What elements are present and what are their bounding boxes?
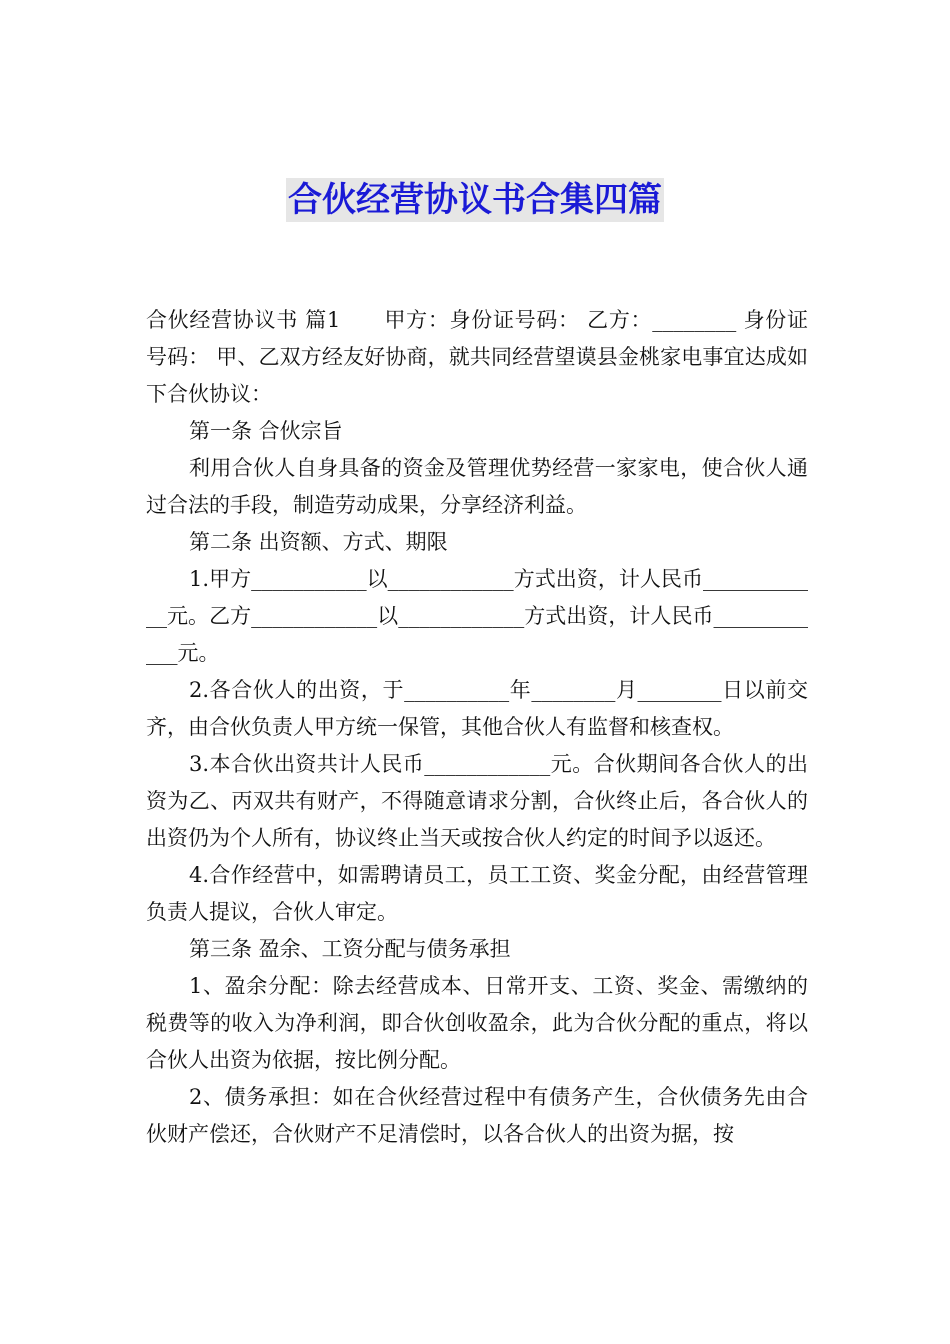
article-2-item-1: 1.甲方___________以____________方式出资，计人民币____________元。乙方____________以____________方式出资，计人民币____________元。 xyxy=(146,567,808,665)
article-3-item-1: 1、盈余分配：除去经营成本、日常开支、工资、奖金、需缴纳的税费等的收入为净利润，即合伙创收盈余，此为合伙分配的重点，将以合伙人出资为依据，按比例分配。 xyxy=(146,974,808,1072)
paragraph-intro: 合伙经营协议书 篇1 甲方：身份证号码： 乙方：________ 身份证号码： 甲、乙双方经友好协商，就共同经营望谟县金桃家电事宜达成如下合伙协议： xyxy=(146,308,808,406)
article-2-heading: 第二条 出资额、方式、期限 xyxy=(189,530,448,554)
title-wrap xyxy=(0,178,950,222)
document-title: 合伙经营协议书合集四篇 xyxy=(288,180,662,220)
article-2-item-4: 4.合作经营中，如需聘请员工，员工工资、奖金分配，由经营管理负责人提议，合伙人审定。 xyxy=(146,863,808,924)
article-3-item-2: 2、债务承担：如在合伙经营过程中有债务产生，合伙债务先由合伙财产偿还，合伙财产不足清偿时，以各合伙人的出资为据，按 xyxy=(146,1085,808,1146)
article-1-text: 利用合伙人自身具备的资金及管理优势经营一家家电，使合伙人通过合法的手段，制造劳动成果，分享经济利益。 xyxy=(146,456,808,517)
document-body xyxy=(146,302,808,1153)
article-2-item-2: 2.各合伙人的出资，于__________年________月________日以前交齐，由合伙负责人甲方统一保管，其他合伙人有监督和核查权。 xyxy=(146,678,808,739)
article-1-heading: 第一条 合伙宗旨 xyxy=(189,419,343,443)
article-2-item-3: 3.本合伙出资共计人民币____________元。合伙期间各合伙人的出资为乙、丙双共有财产，不得随意请求分割，合伙终止后，各合伙人的出资仍为个人所有，协议终止当天或按合伙人约定的时间予以返还。 xyxy=(146,752,808,850)
article-3-heading: 第三条 盈余、工资分配与债务承担 xyxy=(189,937,511,961)
